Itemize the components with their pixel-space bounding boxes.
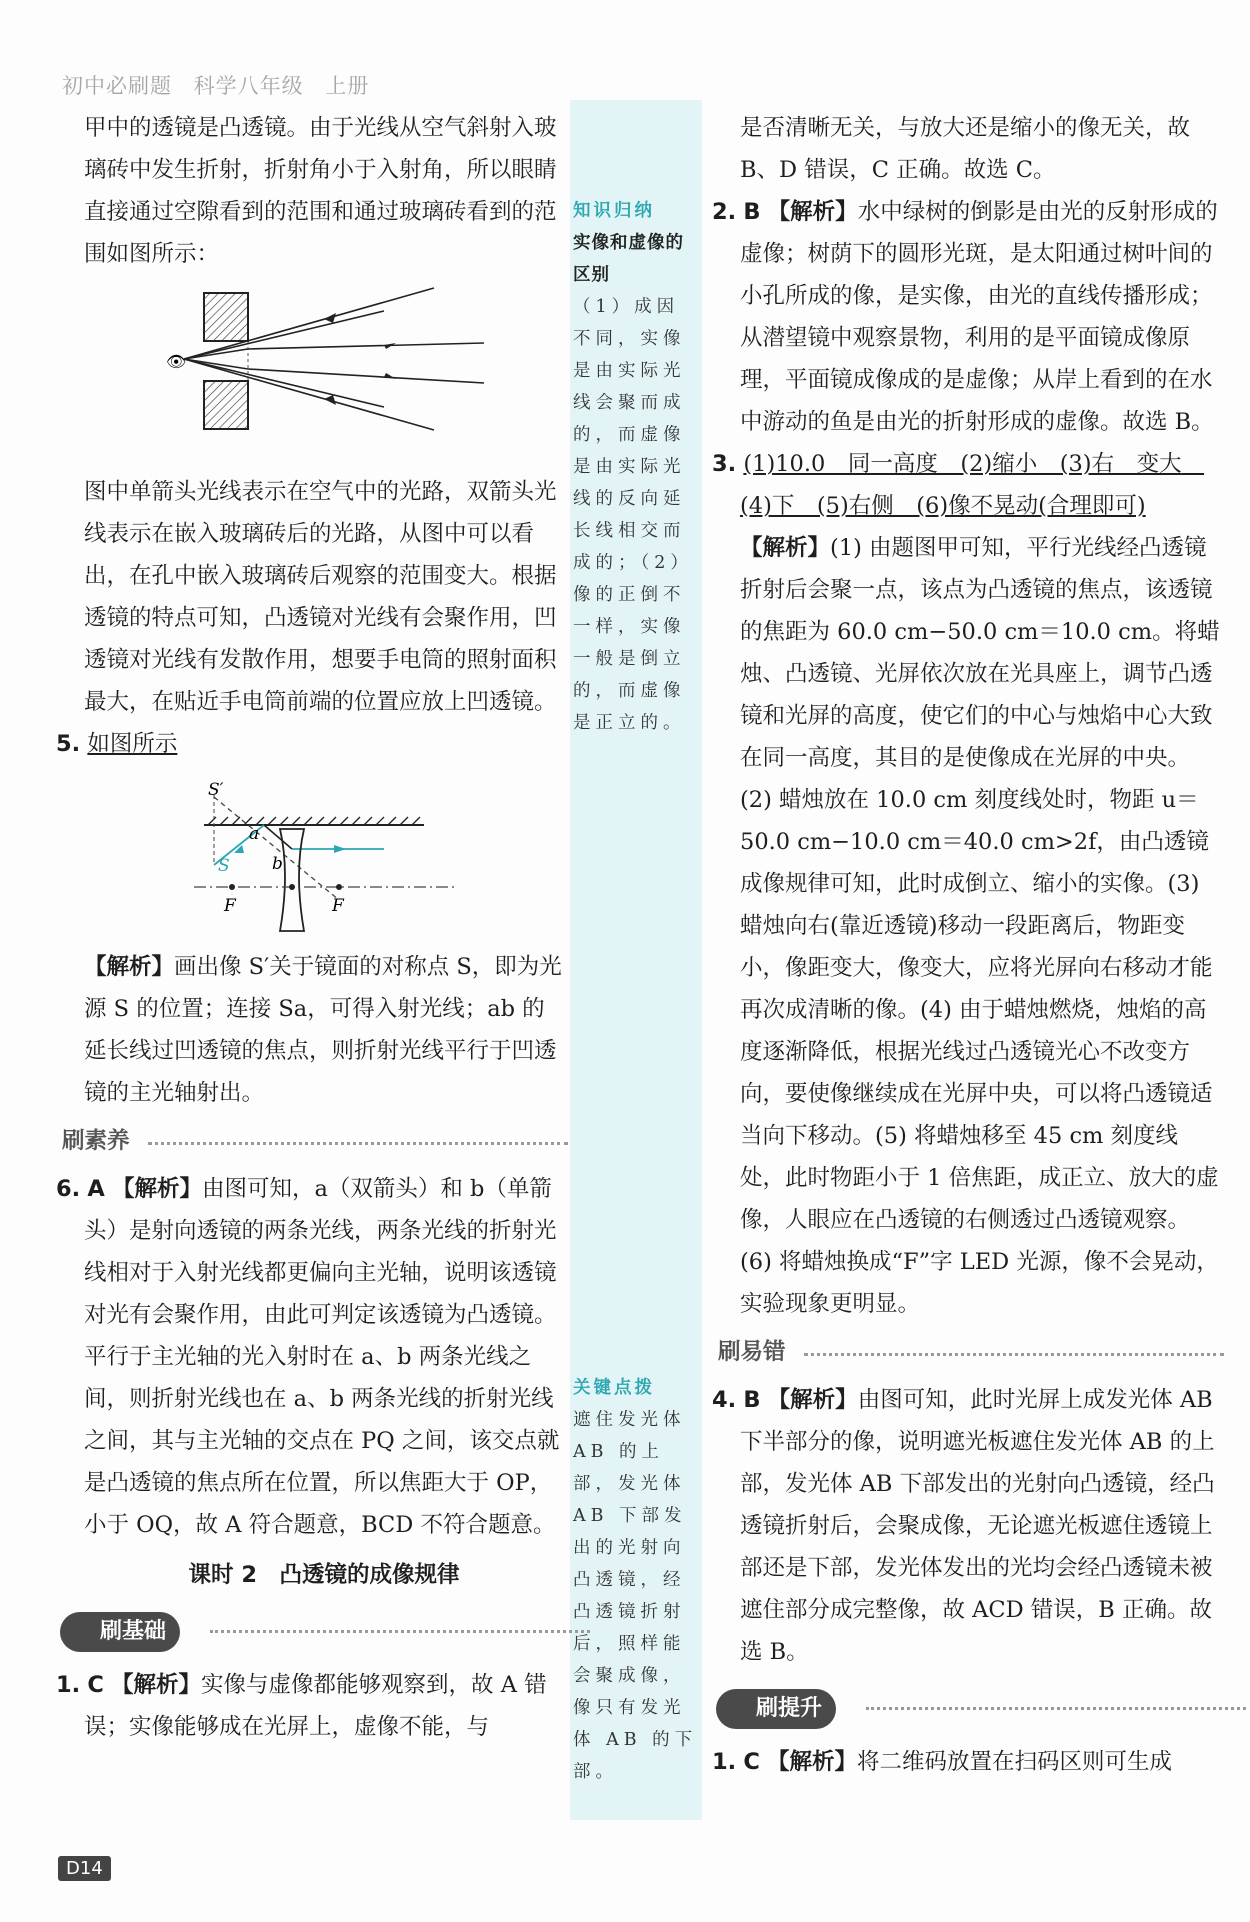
explanation-text: 实像与虚像都能够观察到，故 A 错误；实像能够成在光屏上，虚像不能，与 [84, 1672, 547, 1740]
note-body: 遮住发光体 AB 的上部，发光体 AB 下部发出的光射向凸透镜，经凸透镜折射后，照样能会聚成像，像只有发光体 AB 的下部。 [573, 1410, 698, 1782]
paragraph: 是否清晰无关，与放大还是缩小的像无关，故 B、D 错误，C 正确。故选 C。 [740, 115, 1191, 183]
label-f-left: F [224, 896, 236, 916]
answer: 如图所示 [87, 731, 178, 757]
page-number: D14 [58, 1856, 111, 1881]
question-2 [712, 191, 1220, 443]
wall-block-top [204, 293, 248, 341]
concave-lens-figure [84, 773, 554, 938]
answer: B [743, 1387, 761, 1413]
label-f-right: F [332, 896, 344, 916]
explanation-text: 画出像 S′关于镜面的对称点 S，即为光源 S 的位置；连接 Sa，可得入射光线；ab 的延长线过凹透镜的焦点，则折射光线平行于凹透镜的主光轴射出。 [84, 954, 562, 1106]
question-number: 4. [712, 1387, 737, 1413]
section-banner [716, 1687, 1220, 1731]
eye-icon: 👁 [166, 352, 187, 371]
explanation-text: 水中绿树的倒影是由光的反射形成的虚像；树荫下的圆形光斑，是太阳通过树叶间的小孔所成的像，是实像，由光的直线传播形成；从潜望镜中观察景物，利用的是平面镜成像原理，平面镜成像成的是虚像；从岸上看到的在水中游动的鱼是由光的折射形成的虚像。故选 B。 [740, 199, 1218, 435]
header-volume: 上册 [325, 74, 370, 98]
section-banner [60, 1610, 564, 1654]
analysis-tag: 【解析】 [740, 535, 831, 561]
question-number: 2. [712, 199, 737, 225]
question-6 [56, 1168, 564, 1546]
glass-brick-figure [84, 283, 554, 463]
analysis-tag: 【解析】 [111, 1176, 202, 1202]
question-number: 3. [712, 451, 737, 477]
concave-lens [280, 829, 304, 931]
question-5 [56, 723, 564, 765]
mirror-hatching [208, 817, 420, 825]
question-1 [56, 1664, 564, 1748]
arrowheads [324, 313, 396, 405]
explanation-text: (1) 由题图甲可知，平行光线经凸透镜折射后会聚一点，该点为凸透镜的焦点，该透镜的焦距为 60.0 cm−50.0 cm＝10.0 cm。将蜡烛、凸透镜、光屏依次放在光具座上，调节凸透镜和光屏的高度，使它们的中心与烛焰中心大致在同一高度，其目的是使像成在光屏的中央。(2) 蜡烛放在 10.0 cm 刻度线处时，物距 u＝50.0 cm−10.0 cm＝40.0 cm>2f，由凸透镜成像规律可知，此时成倒立、缩小的实像。(3) 蜡烛向右(靠近透镜)移动一段距离后，物距变小，像距变大，像变大，应将光屏向右移动才能再次成清晰的像。(4) 由于蜡烛燃烧，烛焰的高度逐渐降低，根据光线过凸透镜光心不改变方向，要使像继续成在光屏中央，可以将凸透镜适当向下移动。(5) 将蜡烛移至 45 cm 刻度线处，此时物距小于 1 倍焦距，成正立、放大的虚像，人眼应在凸透镜的右侧透过凸透镜观察。(6) 将蜡烛换成“F”字 LED 光源，像不会晃动，实验现象更明显。 [740, 535, 1220, 1317]
analysis-tag: 【解析】 [767, 1387, 858, 1413]
section-heading [62, 1120, 564, 1162]
question-number: 5. [56, 731, 81, 757]
question-4 [712, 1379, 1220, 1673]
question-number: 6. [56, 1176, 81, 1202]
note-subtitle: 实像和虚像的区别 [573, 233, 684, 285]
header-book: 初中必刷题 [62, 74, 172, 98]
explanation-3 [740, 527, 1220, 1325]
question-1-advanced [712, 1741, 1220, 1783]
banner-label: 刷提升 [716, 1689, 836, 1729]
note-title: 关键点拨 [573, 1378, 655, 1398]
note-title: 知识归纳 [573, 201, 655, 221]
answer: B [743, 199, 761, 225]
banner-label: 刷基础 [60, 1612, 180, 1652]
label-b: b [272, 854, 283, 874]
explanation-text: 由图可知，a（双箭头）和 b（单箭头）是射向透镜的两条光线，两条光线的折射光线相对于入射光线都更偏向主光轴，说明该透镜对光有会聚作用，由此可判定该透镜为凸透镜。平行于主光轴的光入射时在 a、b 两条光线之间，则折射光线也在 a、b 两条光线的折射光线之间，其与主光轴的交点在 PQ 之间，该交点就是凸透镜的焦点所在位置，所以焦距大于 OP，小于 OQ，故 A 符合题意，BCD 不符合题意。 [84, 1176, 560, 1538]
note-body: （1）成因不同，实像是由实际光线会聚而成的，而虚像是由实际光线的反向延长线相交而成的；（2）像的正倒不一样，实像一般是倒立的，而虚像是正立的。 [573, 297, 693, 733]
wall-block-bottom [204, 381, 248, 429]
question-3 [712, 443, 1220, 527]
analysis-tag: 【解析】 [84, 954, 175, 980]
section-label: 刷素养 [62, 1128, 130, 1154]
dotted-rule [148, 1142, 568, 1145]
analysis-tag: 【解析】 [111, 1672, 202, 1698]
explanation-5 [84, 946, 564, 1114]
explanation-text: 由图可知，此时光屏上成发光体 AB 下半部分的像，说明遮光板遮住发光体 AB 的上部，发光体 AB 下部发出的光射向凸透镜，经凸透镜折射后，会聚成像，无论遮光板遮住透镜上部还是下部，发光体发出的光均会经凸透镜未被遮住部分成完整像，故 ACD 错误，B 正确。故选 B。 [740, 1387, 1215, 1665]
analysis-tag: 【解析】 [767, 199, 858, 225]
label-s: S [218, 856, 230, 876]
paragraph: 甲中的透镜是凸透镜。由于光线从空气斜射入玻璃砖中发生折射，折射角小于入射角，所以眼睛直接通过空隙看到的范围和通过玻璃砖看到的范围如图所示： [84, 115, 557, 267]
running-header [62, 70, 383, 100]
question-number: 1. [712, 1749, 737, 1775]
right-column [712, 107, 1220, 1783]
paragraph: 图中单箭头光线表示在空气中的光路，双箭头光线表示在嵌入玻璃砖后的光路，从图中可以看出，在孔中嵌入玻璃砖后观察的范围变大。根据透镜的特点可知，凸透镜对光线有会聚作用，凹透镜对光线有发散作用，想要手电筒的照射面积最大，在贴近手电筒前端的位置应放上凹透镜。 [84, 479, 557, 715]
lesson-title: 课时 2 凸透镜的成像规律 [188, 1562, 460, 1588]
explanation-text: 将二维码放置在扫码区则可生成 [857, 1749, 1173, 1775]
header-subject: 科学八年级 [193, 74, 304, 98]
sidebar-note-knowledge [573, 195, 701, 739]
sidebar-note-key [573, 1372, 701, 1788]
section-label: 刷易错 [718, 1339, 786, 1365]
left-column [56, 107, 564, 1748]
analysis-tag: 【解析】 [767, 1749, 858, 1775]
label-a: a [249, 824, 260, 844]
label-s-prime: S′ [208, 780, 224, 800]
question-number: 1. [56, 1672, 81, 1698]
dotted-rule [804, 1353, 1224, 1356]
dotted-rule [866, 1707, 1246, 1710]
dotted-rule [210, 1630, 590, 1633]
answer: (1)10.0 同一高度 (2)缩小 (3)右 变大 (4)下 (5)右侧 (6)像不晃动(合理即可) [740, 451, 1205, 519]
answer: A [87, 1176, 105, 1202]
answer: C [743, 1749, 760, 1775]
answer: C [87, 1672, 104, 1698]
section-heading [718, 1331, 1220, 1373]
